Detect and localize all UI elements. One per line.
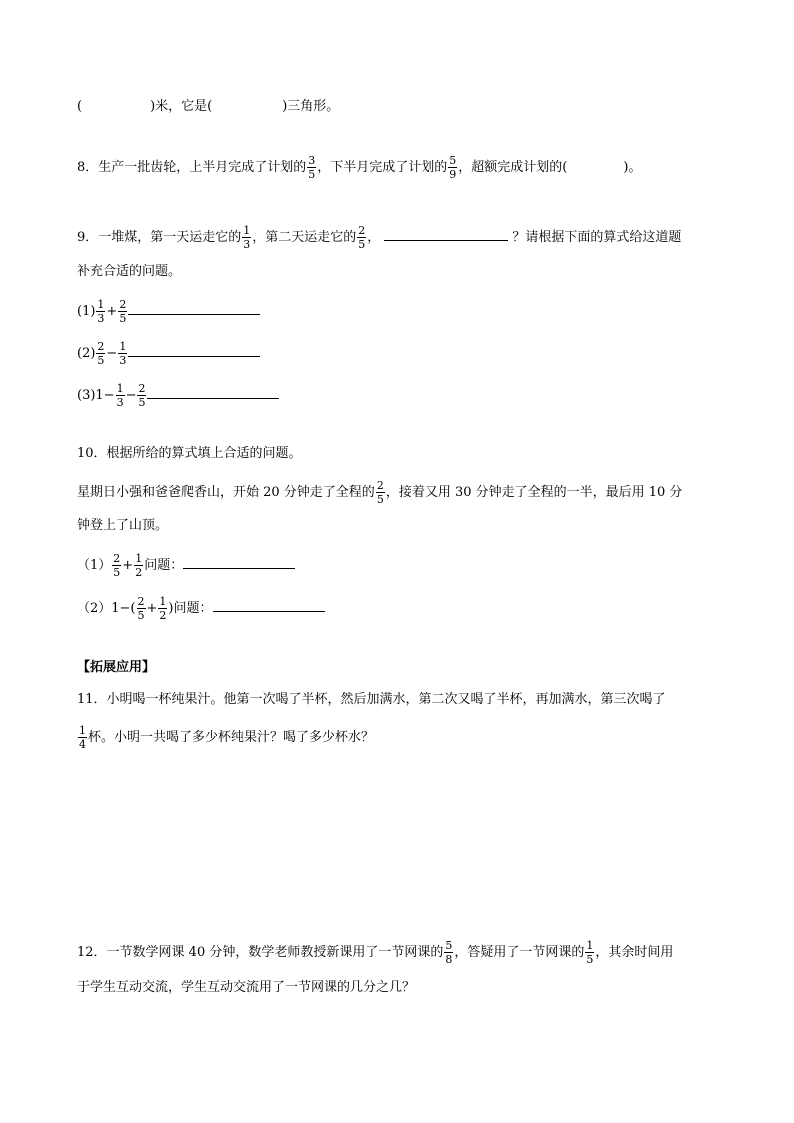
q10-s1-label: （1） <box>77 558 112 573</box>
numerator: 1 <box>97 298 105 311</box>
q9-fraction-2 <box>357 225 366 250</box>
denominator: 5 <box>137 609 145 622</box>
denominator: 5 <box>113 566 121 579</box>
numerator: 5 <box>449 154 457 167</box>
q7-end: )三角形。 <box>282 99 340 114</box>
denominator: 5 <box>358 238 366 251</box>
operator: − <box>106 346 118 361</box>
fraction <box>585 940 594 965</box>
q9-text2: ，第二天运走它的 <box>252 230 357 245</box>
q9-text3: ， <box>367 230 381 245</box>
q12-text3: ，其余时间用 <box>595 945 674 960</box>
q12-line2: 于学生互动交流，学生互动交流用了一节网课的几分之几？ <box>77 980 416 995</box>
denominator: 2 <box>135 566 143 579</box>
numerator: 5 <box>445 939 453 952</box>
q10-p1b: ，接着又用 30 分钟走了全程的一半，最后用 10 分 <box>385 485 683 500</box>
fraction <box>96 341 105 366</box>
numerator: 1 <box>159 595 167 608</box>
operator: + <box>146 601 158 616</box>
denominator: 3 <box>119 354 127 367</box>
fraction <box>158 596 167 621</box>
numerator: 1 <box>243 224 251 237</box>
q9-sub1-blank[interactable] <box>128 313 260 315</box>
fraction <box>137 596 146 621</box>
q10-s1-question-label: 问题： <box>144 558 184 573</box>
q8-text3: ，超额完成计划的( <box>458 160 568 175</box>
numerator: 1 <box>79 724 86 737</box>
q8-fraction-1 <box>307 155 316 180</box>
numerator: 2 <box>358 224 366 237</box>
q12-text2: ，答疑用了一节网课的 <box>454 945 585 960</box>
denominator: 8 <box>445 953 453 966</box>
fraction <box>116 383 125 408</box>
denominator: 5 <box>308 168 316 181</box>
question-12 <box>77 940 673 965</box>
operator: + <box>122 558 134 573</box>
q10-paragraph-1 <box>77 480 682 505</box>
q9-sub2-blank[interactable] <box>128 355 260 357</box>
denominator: 3 <box>97 312 105 325</box>
fraction <box>118 341 127 366</box>
denominator: 5 <box>97 354 105 367</box>
q10-paragraph-2: 钟登上了山顶。 <box>77 518 169 533</box>
denominator: 5 <box>119 312 127 325</box>
denominator: 3 <box>116 396 124 409</box>
q10-s2-question-label: 问题： <box>173 601 213 616</box>
denominator: 9 <box>449 168 457 181</box>
operator: + <box>106 304 118 319</box>
q9-line2: 补充合适的问题。 <box>77 264 182 279</box>
q8-text2: ，下半月完成了计划的 <box>317 160 448 175</box>
denominator: 5 <box>376 493 384 506</box>
denominator: 2 <box>159 609 167 622</box>
fraction <box>376 480 385 505</box>
fraction <box>112 553 121 578</box>
denominator: 5 <box>586 953 594 966</box>
fraction <box>96 299 105 324</box>
q10-p1a: 星期日小强和爸爸爬香山，开始 20 分钟走了全程的 <box>77 485 375 500</box>
q10-s2-blank[interactable] <box>213 610 325 612</box>
q9-sub1-label: (1) <box>77 304 96 319</box>
q10-s1-blank[interactable] <box>183 567 295 569</box>
q10-sub-1 <box>77 553 295 578</box>
q9-sub3-label: (3)1− <box>77 388 115 403</box>
operator: − <box>125 388 137 403</box>
q11-line2-text: 杯。小明一共喝了多少杯纯果汁？喝了多少杯水？ <box>88 730 375 745</box>
q10-title: 10．根据所给的算式填上合适的问题。 <box>77 446 302 461</box>
q9-text1: 9．一堆煤，第一天运走它的 <box>77 230 242 245</box>
denominator: 3 <box>243 238 251 251</box>
q9-answer-blank[interactable] <box>384 239 508 241</box>
q7-open: ( <box>77 99 83 114</box>
fraction <box>444 940 453 965</box>
numerator: 2 <box>119 298 127 311</box>
numerator: 1 <box>119 340 127 353</box>
q10-s2-close: ) <box>168 601 174 616</box>
numerator: 1 <box>135 552 143 565</box>
q7-mid: )米，它是( <box>150 99 213 114</box>
q12-text1: 12．一节数学网课 40 分钟，数学老师教授新课用了一节网课的 <box>77 945 444 960</box>
numerator: 2 <box>376 479 384 492</box>
q9-sub3-blank[interactable] <box>147 397 279 399</box>
q11-line1: 11．小明喝一杯纯果汁。他第一次喝了半杯，然后加满水，第二次又喝了半杯，再加满水，第三次喝了 <box>77 692 666 707</box>
q8-close: )。 <box>623 160 642 175</box>
q7-line <box>77 97 339 117</box>
q9-sub-3 <box>77 383 279 408</box>
q10-sub-2 <box>77 596 325 621</box>
question-9 <box>77 225 681 250</box>
denominator: 5 <box>138 396 146 409</box>
fraction <box>134 553 143 578</box>
q9-fraction-1 <box>242 225 251 250</box>
fraction <box>78 725 87 750</box>
q11-line2 <box>77 725 374 750</box>
numerator: 1 <box>116 382 124 395</box>
numerator: 3 <box>308 154 316 167</box>
numerator: 2 <box>138 382 146 395</box>
fraction <box>118 299 127 324</box>
q8-fraction-2 <box>448 155 457 180</box>
q9-text4: ？请根据下面的算式给这道题 <box>512 230 682 245</box>
numerator: 1 <box>586 939 594 952</box>
q9-sub-1 <box>77 299 260 324</box>
q8-text1: 8．生产一批齿轮，上半月完成了计划的 <box>77 160 307 175</box>
numerator: 2 <box>97 340 105 353</box>
fraction <box>137 383 146 408</box>
numerator: 2 <box>137 595 145 608</box>
denominator: 4 <box>79 738 86 751</box>
q9-sub-2 <box>77 341 260 366</box>
q10-s2-label: （2）1−( <box>77 601 136 616</box>
section-heading: 【拓展应用】 <box>77 660 156 675</box>
q9-sub2-label: (2) <box>77 346 96 361</box>
question-8 <box>77 155 641 180</box>
numerator: 2 <box>113 552 121 565</box>
